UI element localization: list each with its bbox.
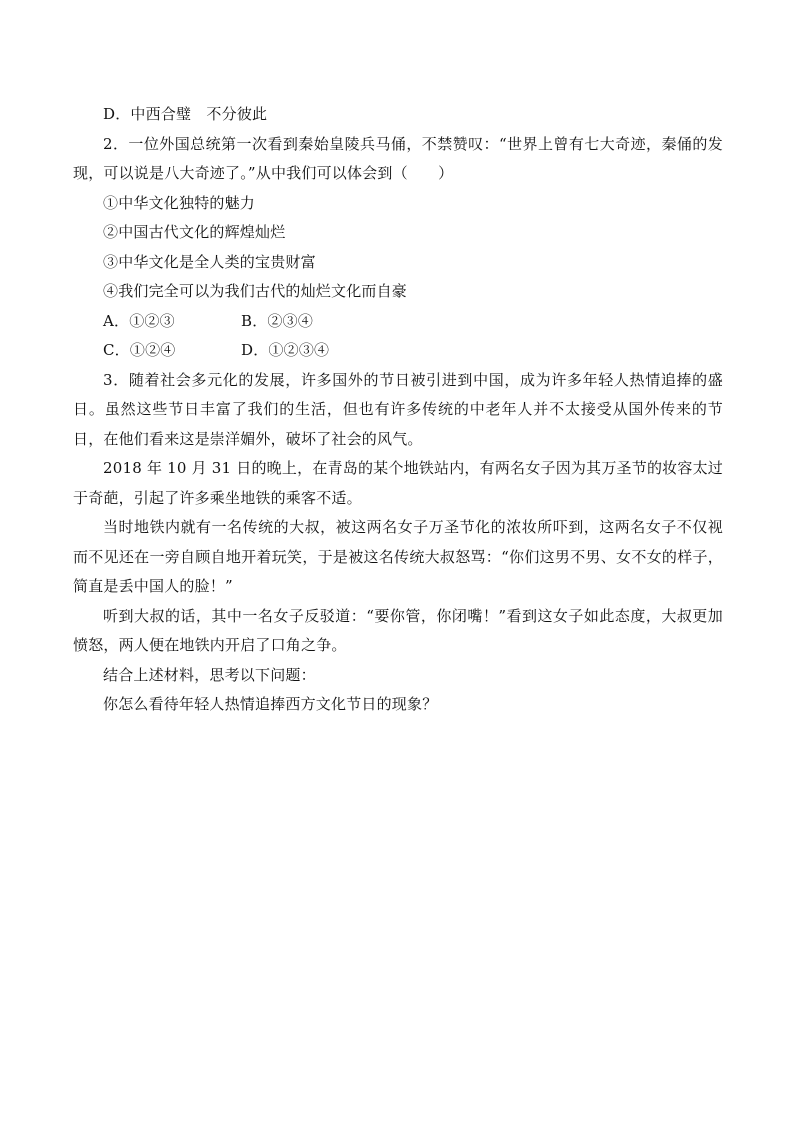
q2-option-a: A．①②③ [103,311,175,330]
q2-option-c: C．①②④ [103,341,176,359]
q3-question: 你怎么看待年轻人热情追捧西方文化节日的现象？ [103,695,438,713]
q2-option-b: B．②③④ [241,311,314,330]
q1-option-d: D．中西合璧 不分彼此 [103,105,268,123]
q3-paragraph-1: 3．随着社会多元化的发展，许多国外的节日被引进到中国，成为许多年轻人热情追捧的盛日。虽然这些节日丰富了我们的生活，但也有许多传统的中老年人并不太接受从国外传来的节日，在他们看来这是崇洋媚外，破坏了社会的风气。 [73,370,723,448]
q2-option-d: D．①②③④ [241,341,330,359]
q2-options-row-2 [73,336,723,366]
q2-options-row-1 [73,307,723,337]
q3-paragraph-3: 当时地铁内就有一名传统的大叔，被这两名女子万圣节化的浓妆所吓到，这两名女子不仅视而不见还在一旁自顾自地开着玩笑，于是被这名传统大叔怒骂：“你们这男不男、女不女的样子，简直是丢中国人的脸！” [73,518,723,595]
q2-item-4: ④我们完全可以为我们古代的灿烂文化而自豪 [103,282,408,300]
q2-item-2: ②中国古代文化的辉煌灿烂 [103,223,286,241]
document-content [73,100,723,720]
q3-paragraph-2: 2018 年 10 月 31 日的晚上，在青岛的某个地铁站内，有两名女子因为其万圣节的妆容太过于奇葩，引起了许多乘坐地铁的乘客不适。 [73,459,723,507]
q3-paragraph-4: 听到大叔的话，其中一名女子反驳道：“要你管，你闭嘴！”看到这女子如此态度，大叔更加愤怒，两人便在地铁内开启了口角之争。 [73,606,723,654]
q2-item-3: ③中华文化是全人类的宝贵财富 [103,252,316,271]
q2-item-1: ①中华文化独特的魅力 [103,193,256,212]
q3-paragraph-5: 结合上述材料，思考以下问题： [103,665,316,684]
q2-stem: 2．一位外国总统第一次看到秦始皇陵兵马俑，不禁赞叹：“世界上曾有七大奇迹，秦俑的发现，可以说是八大奇迹了。”从中我们可以体会到（ ） [73,134,723,182]
